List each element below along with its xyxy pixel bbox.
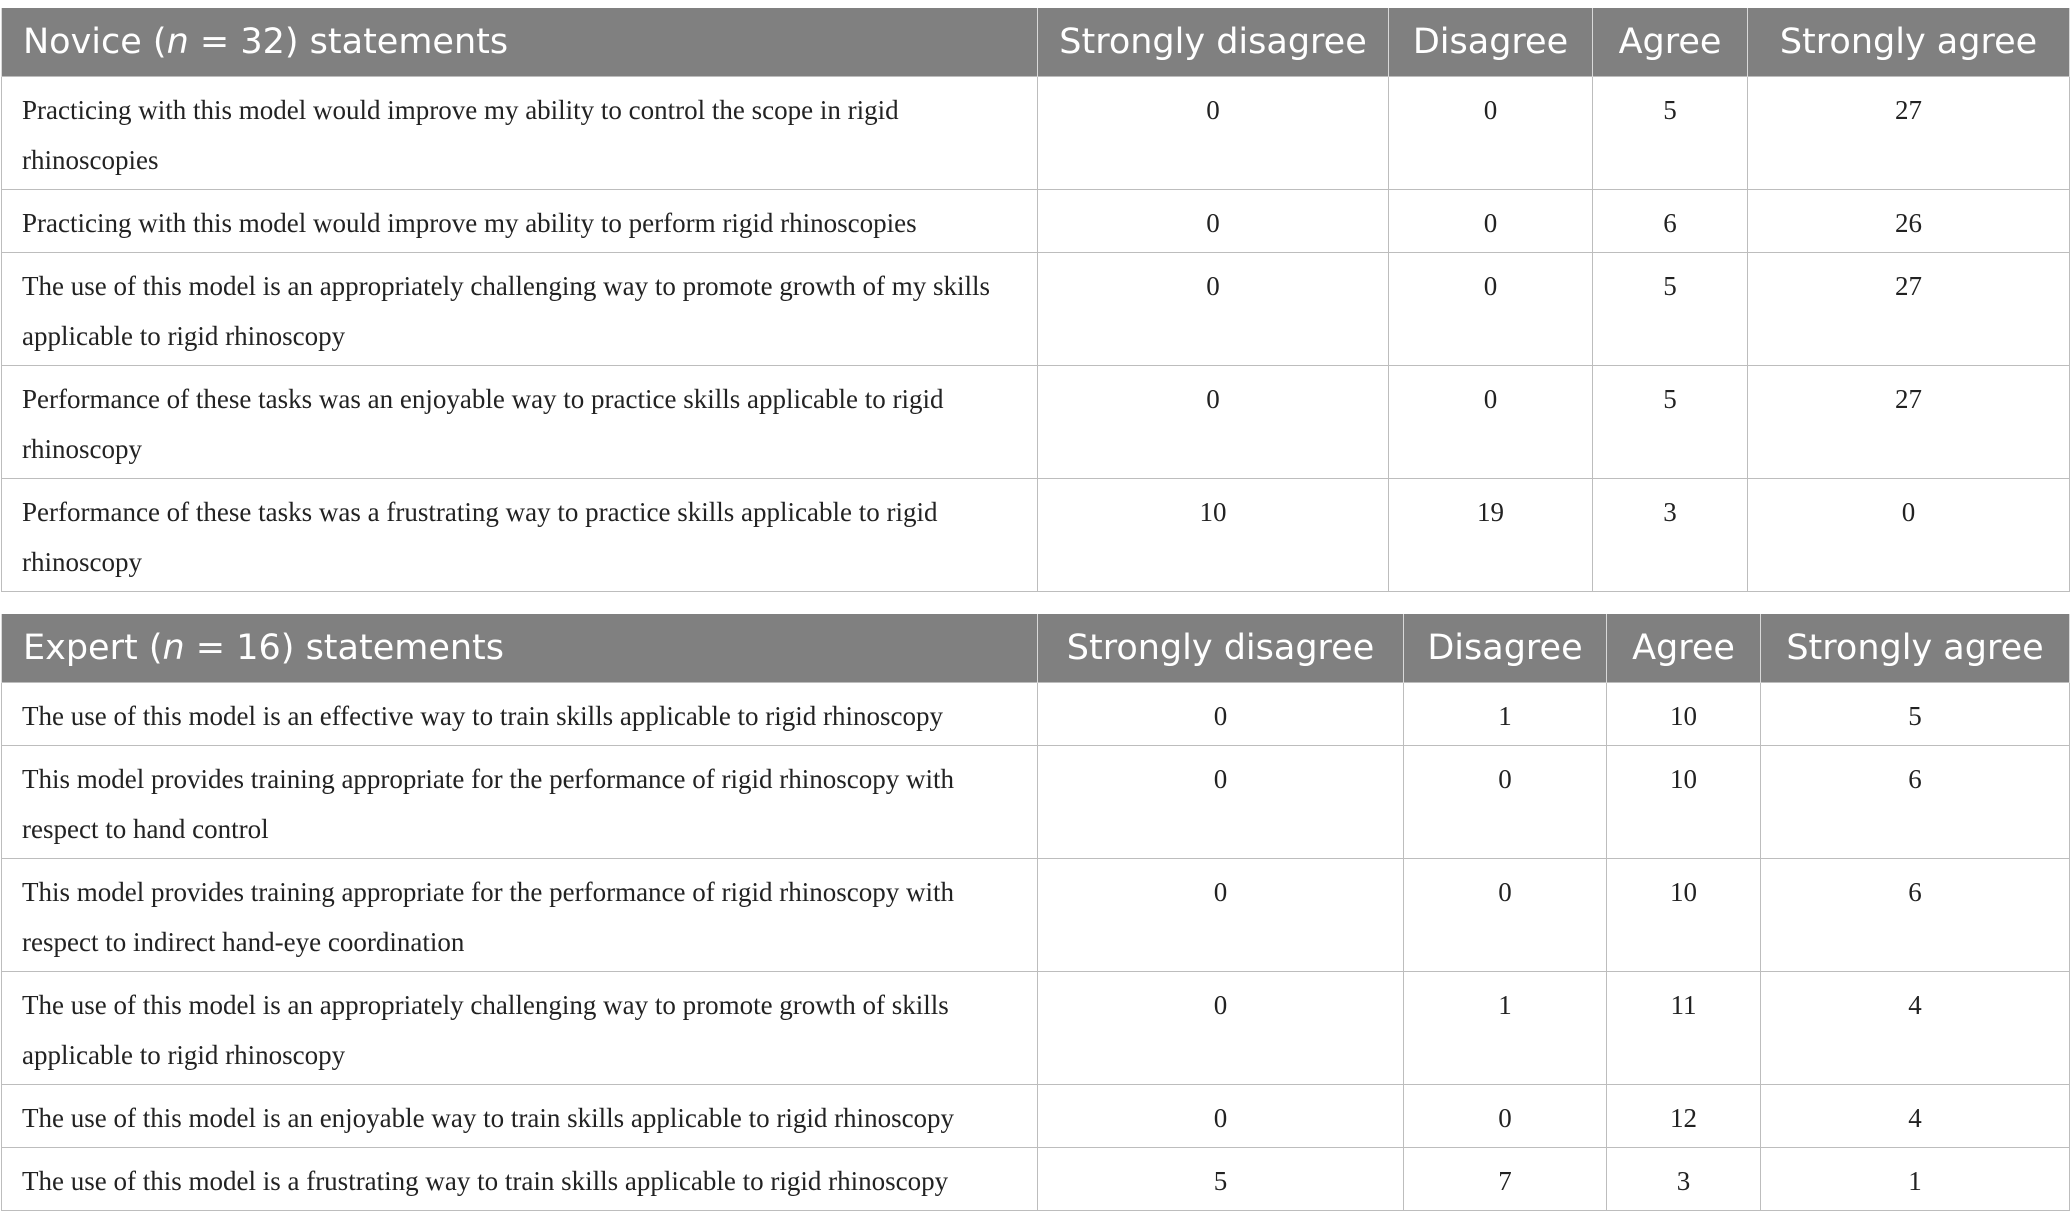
header-n-symbol: n: [166, 22, 189, 62]
strongly-agree-cell: 27: [1748, 77, 2070, 190]
strongly-disagree-cell: 10: [1038, 479, 1389, 592]
agree-cell: 10: [1607, 859, 1761, 972]
table-row: [2, 746, 2070, 859]
strongly-agree-cell: 0: [1748, 479, 2070, 592]
disagree-cell: 0: [1404, 859, 1607, 972]
header-strongly-disagree: Strongly disagree: [1038, 8, 1389, 77]
strongly-disagree-cell: 0: [1038, 253, 1389, 366]
table-row: [2, 190, 2070, 253]
disagree-cell: 0: [1389, 190, 1593, 253]
table-row: [2, 1148, 2070, 1211]
header-n-symbol: n: [162, 628, 185, 668]
header-prefix: Expert (: [23, 628, 163, 668]
header-disagree: Disagree: [1389, 8, 1593, 77]
novice-table: [1, 8, 2070, 592]
strongly-agree-cell: 6: [1761, 746, 2070, 859]
header-strongly-agree: Strongly agree: [1748, 8, 2070, 77]
agree-cell: 10: [1607, 746, 1761, 859]
header-suffix: = 32) statements: [188, 22, 509, 62]
header-prefix: Novice (: [23, 22, 167, 62]
strongly-agree-cell: 27: [1748, 366, 2070, 479]
disagree-cell: 1: [1404, 972, 1607, 1085]
agree-cell: 5: [1593, 253, 1748, 366]
header-disagree: Disagree: [1404, 614, 1607, 683]
statement-cell: Performance of these tasks was a frustrating way to practice skills applicable to rigid rhinoscopy: [2, 479, 1038, 592]
table-row: [2, 366, 2070, 479]
agree-cell: 3: [1593, 479, 1748, 592]
disagree-cell: 0: [1389, 366, 1593, 479]
table-row: [2, 972, 2070, 1085]
table-row: [2, 1085, 2070, 1148]
agree-cell: 11: [1607, 972, 1761, 1085]
strongly-disagree-cell: 0: [1038, 77, 1389, 190]
strongly-disagree-cell: 0: [1038, 683, 1404, 746]
strongly-disagree-cell: 0: [1038, 746, 1404, 859]
strongly-disagree-cell: 0: [1038, 972, 1404, 1085]
strongly-disagree-cell: 0: [1038, 1085, 1404, 1148]
disagree-cell: 7: [1404, 1148, 1607, 1211]
statement-cell: Practicing with this model would improve my ability to perform rigid rhinoscopies: [2, 190, 1038, 253]
disagree-cell: 1: [1404, 683, 1607, 746]
header-strongly-agree: Strongly agree: [1761, 614, 2070, 683]
header-strongly-disagree: Strongly disagree: [1038, 614, 1404, 683]
disagree-cell: 0: [1404, 1085, 1607, 1148]
agree-cell: 6: [1593, 190, 1748, 253]
strongly-agree-cell: 5: [1761, 683, 2070, 746]
statement-cell: The use of this model is an appropriately challenging way to promote growth of skills applicable to rigid rhinoscopy: [2, 972, 1038, 1085]
table-row: [2, 683, 2070, 746]
agree-cell: 5: [1593, 77, 1748, 190]
strongly-agree-cell: 26: [1748, 190, 2070, 253]
statement-cell: This model provides training appropriate for the performance of rigid rhinoscopy with respect to hand control: [2, 746, 1038, 859]
disagree-cell: 0: [1404, 746, 1607, 859]
statement-cell: The use of this model is an enjoyable way to train skills applicable to rigid rhinoscopy: [2, 1085, 1038, 1148]
strongly-disagree-cell: 5: [1038, 1148, 1404, 1211]
statement-cell: The use of this model is an effective way to train skills applicable to rigid rhinoscopy: [2, 683, 1038, 746]
expert-header-row: [2, 614, 2070, 683]
disagree-cell: 0: [1389, 253, 1593, 366]
expert-table: [1, 614, 2070, 1211]
strongly-agree-cell: 1: [1761, 1148, 2070, 1211]
novice-header-row: [2, 8, 2070, 77]
statement-cell: The use of this model is a frustrating way to train skills applicable to rigid rhinoscopy: [2, 1148, 1038, 1211]
strongly-agree-cell: 6: [1761, 859, 2070, 972]
statement-cell: Practicing with this model would improve my ability to control the scope in rigid rhinoscopies: [2, 77, 1038, 190]
strongly-disagree-cell: 0: [1038, 859, 1404, 972]
table-row: [2, 77, 2070, 190]
header-agree: Agree: [1593, 8, 1748, 77]
agree-cell: 10: [1607, 683, 1761, 746]
strongly-agree-cell: 27: [1748, 253, 2070, 366]
header-agree: Agree: [1607, 614, 1761, 683]
table-row: [2, 859, 2070, 972]
agree-cell: 5: [1593, 366, 1748, 479]
statement-cell: The use of this model is an appropriately challenging way to promote growth of my skills applicable to rigid rhinoscopy: [2, 253, 1038, 366]
expert-statements-header: [2, 614, 1038, 683]
table-row: [2, 479, 2070, 592]
disagree-cell: 19: [1389, 479, 1593, 592]
statement-cell: Performance of these tasks was an enjoyable way to practice skills applicable to rigid rhinoscopy: [2, 366, 1038, 479]
statement-cell: This model provides training appropriate for the performance of rigid rhinoscopy with respect to indirect hand-eye coordination: [2, 859, 1038, 972]
strongly-disagree-cell: 0: [1038, 366, 1389, 479]
strongly-disagree-cell: 0: [1038, 190, 1389, 253]
agree-cell: 12: [1607, 1085, 1761, 1148]
novice-statements-header: [2, 8, 1038, 77]
table-row: [2, 253, 2070, 366]
agree-cell: 3: [1607, 1148, 1761, 1211]
disagree-cell: 0: [1389, 77, 1593, 190]
strongly-agree-cell: 4: [1761, 972, 2070, 1085]
strongly-agree-cell: 4: [1761, 1085, 2070, 1148]
header-suffix: = 16) statements: [184, 628, 504, 668]
